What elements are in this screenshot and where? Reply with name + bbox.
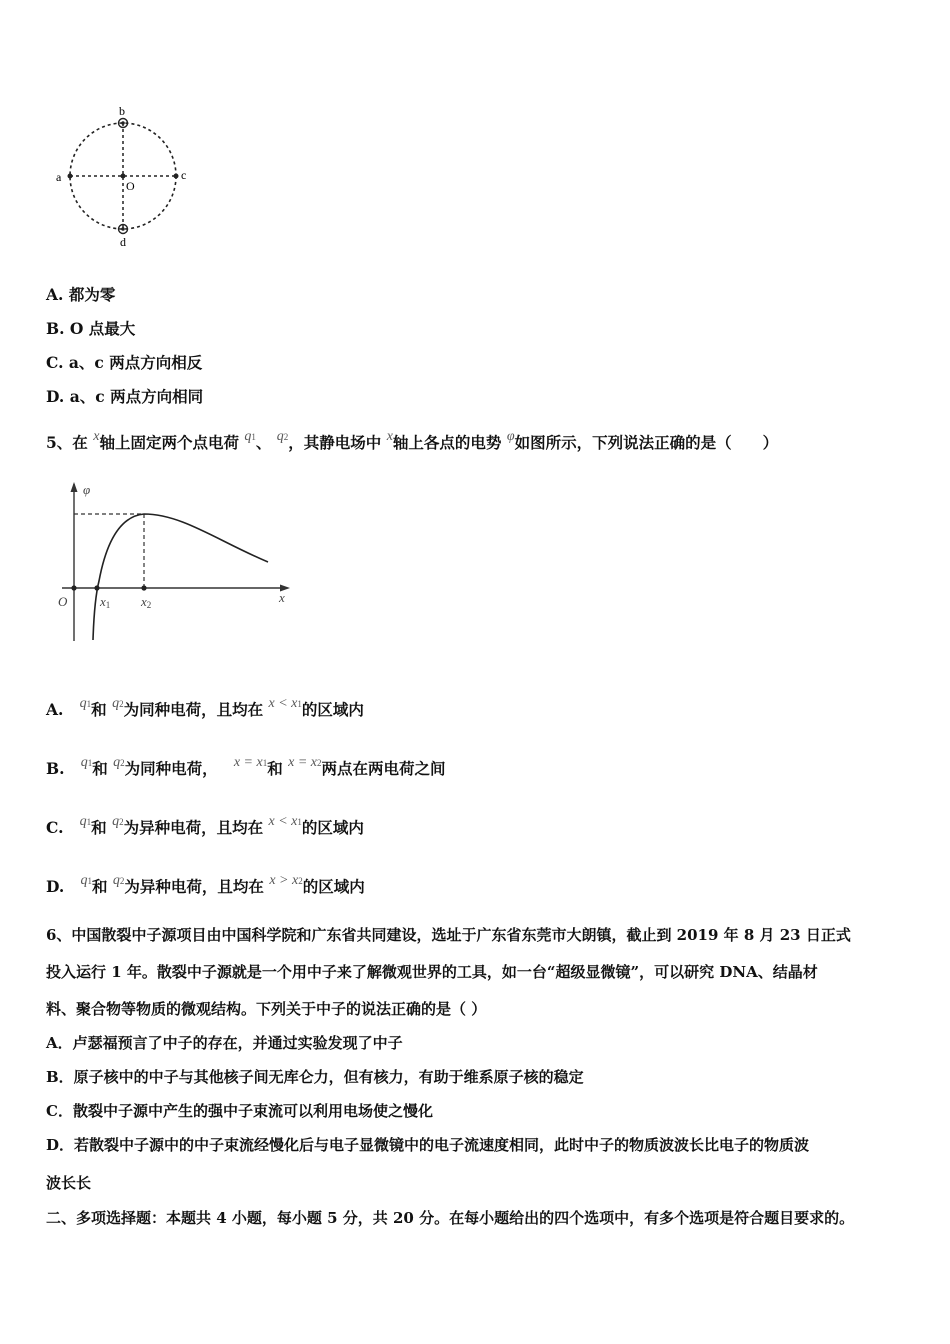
x2-point [141, 585, 146, 590]
x1-label: x1 [100, 594, 111, 610]
q6-option-a: A．卢瑟福预言了中子的存在，并通过实验发现了中子 [46, 1034, 403, 1052]
label-c: c [181, 168, 187, 182]
point-c [174, 174, 179, 179]
label-b: b [119, 104, 125, 118]
label-d: d [120, 235, 126, 249]
potential-graph [50, 478, 300, 648]
q6-option-d-line-2: 波长长 [46, 1174, 92, 1192]
origin-label: O [58, 594, 68, 609]
point-o [121, 174, 126, 179]
q5-option-b: B. q1和 q2为同种电荷， x = x1和 x = x2两点在两电荷之间 [46, 755, 446, 778]
q6-stem-line-3: 料、聚合物等物质的微观结构。下列关于中子的说法正确的是（ ） [46, 1000, 487, 1018]
q5-option-a: A. q1和 q2为同种电荷，且均在 x < x1的区域内 [46, 696, 364, 719]
q6-option-c: C．散裂中子源中产生的强中子束流可以利用电场使之慢化 [46, 1102, 433, 1120]
q6-option-b: B．原子核中的中子与其他核子间无库仑力，但有核力，有助于维系原子核的稳定 [46, 1068, 584, 1086]
origin-point [71, 585, 76, 590]
x1-point [94, 585, 99, 590]
potential-curve [93, 514, 268, 640]
q4-option-c: C. a、c 两点方向相反 [46, 353, 203, 372]
q5-option-d: D. q1和 q2为异种电荷，且均在 x > x2的区域内 [46, 873, 365, 896]
x2-label: x2 [141, 594, 152, 610]
q6-stem-line-2: 投入运行 1 年。散裂中子源就是一个用中子来了解微观世界的工具，如一台“超级显微镜”，可以研究 DNA、结晶材 [46, 963, 818, 981]
phi-label: φ [83, 482, 91, 497]
q4-option-b: B. O 点最大 [46, 319, 136, 338]
q6-option-d-line-1: D．若散裂中子源中的中子束流经慢化后与电子显微镜中的电子流速度相同，此时中子的物质波波长比电子的物质波 [46, 1136, 810, 1154]
q5-option-c: C. q1和 q2为异种电荷，且均在 x < x1的区域内 [46, 814, 364, 837]
label-a: a [56, 170, 62, 184]
label-o: O [126, 179, 135, 193]
circle-figure [50, 100, 200, 250]
q4-option-a: A. 都为零 [46, 285, 116, 304]
q5-stem: 5、在 x轴上固定两个点电荷 q1、 q2，其静电场中 x轴上各点的电势 φ如图所示，下列说法正确的是（ ） [46, 429, 779, 452]
q4-option-d: D. a、c 两点方向相同 [46, 387, 204, 406]
x-axis-label: x [279, 590, 285, 605]
section-2-heading: 二、多项选择题：本题共 4 小题，每小题 5 分，共 20 分。在每小题给出的四个选项中，有多个选项是符合题目要求的。 [46, 1209, 855, 1227]
point-a [68, 174, 73, 179]
q6-stem-line-1: 6、中国散裂中子源项目由中国科学院和广东省共同建设，选址于广东省东莞市大朗镇，截止到 2019 年 8 月 23 日正式 [46, 926, 851, 944]
